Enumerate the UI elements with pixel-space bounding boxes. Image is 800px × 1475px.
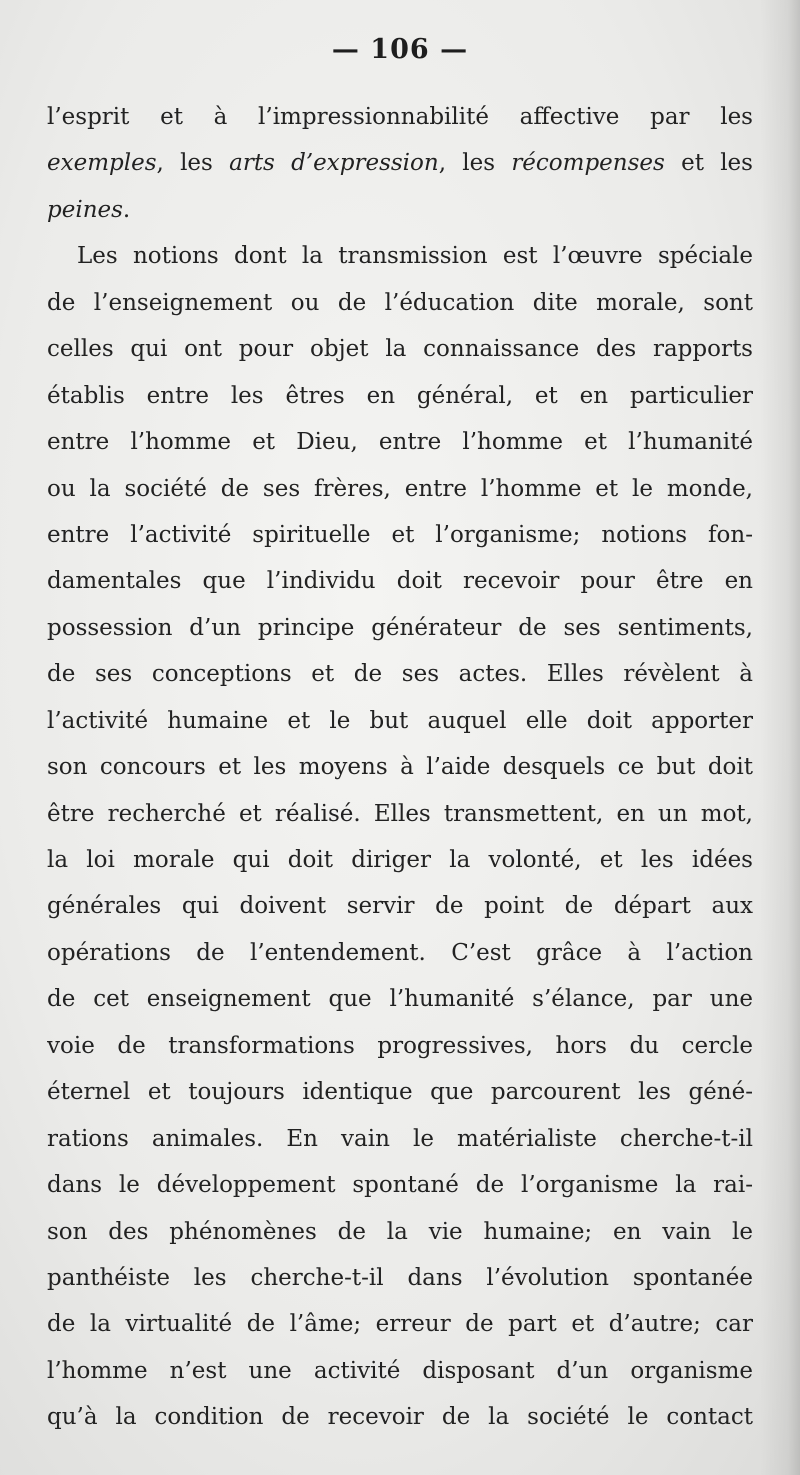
text-line-21: voie de transformations progressives, hors du cercle [47,1032,753,1059]
text-fragment: , les [438,150,512,177]
text-line-5: de l’enseignement ou de l’éducation dite morale, sont [47,289,753,316]
text-line-20: de cet enseignement que l’humanité s’élance, par une [47,986,753,1013]
text-line-22: éternel et toujours identique que parcourent les géné- [47,1079,753,1106]
text-line-6: celles qui ont pour objet la connaissance des rapports [47,336,753,363]
text-fragment: , les [156,150,230,177]
italic-term-recompenses: récompenses [511,150,665,177]
text-line-12: possession d’un principe générateur de ses sentiments, [47,614,753,641]
text-line-23: rations animales. En vain le matérialiste cherche-t-il [47,1125,753,1152]
text-line-16: être recherché et réalisé. Elles transmettent, en un mot, [47,800,753,827]
text-line-11: damentales que l’individu doit recevoir pour être en [47,568,753,595]
text-line-18: générales qui doivent servir de point de départ aux [47,893,753,920]
text-line-28: l’homme n’est une activité disposant d’un organisme [47,1357,753,1384]
text-line-19: opérations de l’entendement. C’est grâce à l’action [47,939,753,966]
text-line-17: la loi morale qui doit diriger la volonté, et les idées [47,847,753,873]
text-fragment: . [122,196,131,223]
text-line-4: Les notions dont la transmission est l’œuvre spéciale [77,243,753,270]
text-line-13: de ses conceptions et de ses actes. Elles révèlent à [47,661,753,688]
text-fragment: et les [664,150,753,177]
text-line-15: son concours et les moyens à l’aide desquels ce but doit [47,754,753,781]
body-text [47,94,753,1441]
page-number: — 106 — [331,34,469,65]
italic-term-peines: peines [47,196,123,223]
text-line-27: de la virtualité de l’âme; erreur de part et d’autre; car [47,1311,753,1338]
text-line-26: panthéiste les cherche-t-il dans l’évolution spontanée [47,1264,753,1291]
text-line-29: qu’à la condition de recevoir de la société le contact [47,1404,753,1431]
text-line-2 [47,140,753,186]
text-line-10: entre l’activité spirituelle et l’organisme; notions fon- [47,521,753,548]
text-line-24: dans le développement spontané de l’organisme la rai- [47,1172,753,1199]
text-line-25: son des phénomènes de la vie humaine; en vain le [47,1218,753,1245]
text-line-8: entre l’homme et Dieu, entre l’homme et l’humanité [47,429,753,456]
italic-term-exemples: exemples [47,150,157,177]
page-edge-shadow [760,0,800,1475]
text-line-14: l’activité humaine et le but auquel elle doit apporter [47,707,753,734]
italic-term-arts-expression: arts d’expression [229,150,439,177]
text-line-3 [47,187,753,233]
text-line-7: établis entre les êtres en général, et en particulier [47,382,753,409]
text-line-9: ou la société de ses frères, entre l’homme et le monde, [47,475,753,502]
text-line-1: l’esprit et à l’impressionnabilité affective par les [47,104,753,130]
